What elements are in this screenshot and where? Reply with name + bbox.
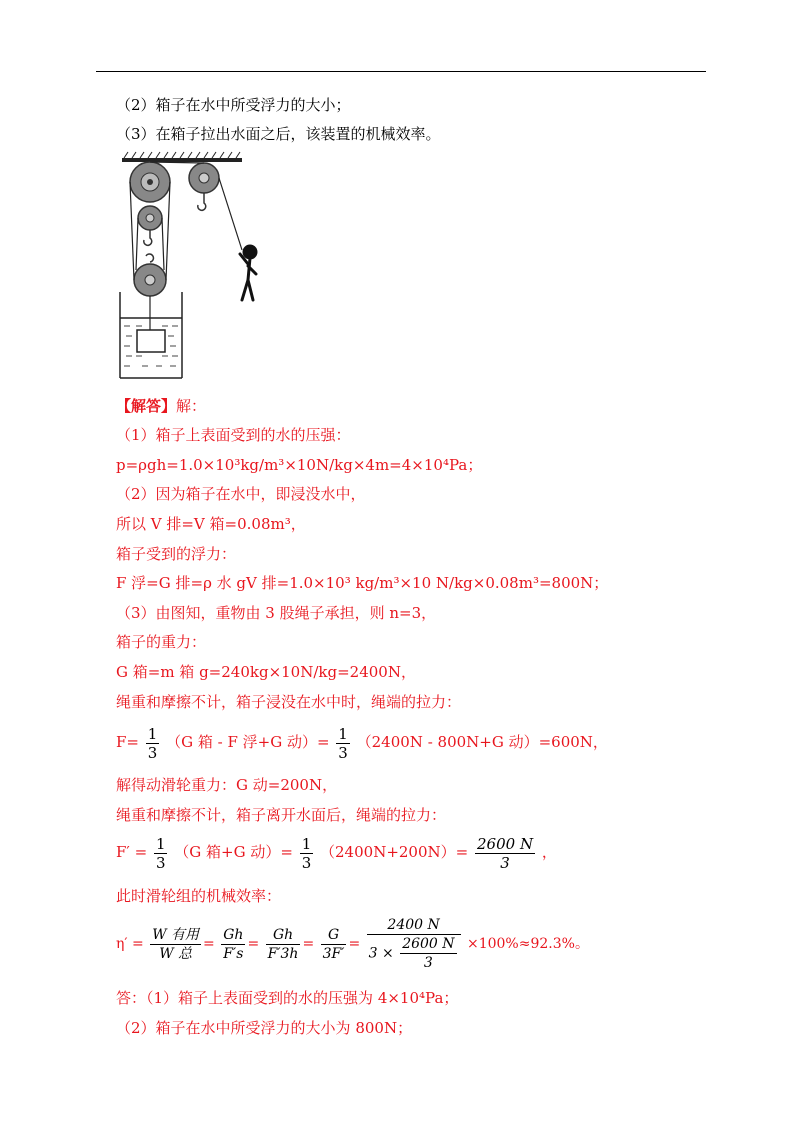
answer-line-6: F 浮=G 排=ρ 水 gV 排=1.0×10³ kg/m³×10 N/kg×0.08m³=800N； [116, 574, 609, 592]
answer-label: 【解答】 [116, 397, 177, 415]
l16-n2: Gh [223, 926, 244, 943]
answer-line-12: 解得动滑轮重力：G 动=200N， [116, 776, 338, 794]
l14-left: F′ = [116, 843, 148, 861]
l11-frac-1 [146, 725, 160, 762]
answer-line-13: 绳重和摩擦不计，箱子离开水面后，绳端的拉力： [116, 806, 447, 824]
answer-line-9: G 箱=m 箱 g=240kg×10N/kg=2400N， [116, 663, 416, 681]
answer-line-8: 箱子的重力： [116, 633, 207, 651]
l14-frac-2 [300, 835, 314, 872]
answer-line-7: （3）由图知，重物由 3 股绳子承担，则 n=3， [116, 604, 437, 622]
l14-mid2: （2400N+200N）= [320, 843, 469, 861]
header-rule [96, 71, 706, 72]
l14-n2: 1 [301, 834, 312, 853]
l14-right: ， [541, 843, 557, 861]
l16-right: ×100%≈92.3%。 [466, 936, 589, 952]
question-2: （2）箱子在水中所受浮力的大小； [116, 96, 351, 114]
final-answer-2: （2）箱子在水中所受浮力的大小为 800N； [116, 1019, 413, 1037]
l11-mid: （G 箱 - F 浮+G 动）= [166, 733, 330, 751]
l16-d5 [367, 935, 461, 972]
l14-d1: 3 [155, 853, 166, 872]
l11-n2: 1 [338, 724, 348, 743]
answer-line-16: η′ = $\frac{\text{W 有用}}{\text{W 总}}$ = $\frac{Gh}{F's}$ = $\frac{Gh}{F'3h}$ = $\frac{G}{3F'}$ = 2400 N 3 × $\frac{2600 N}{3}$ ×100%≈92.3%。 [116, 917, 589, 971]
l14-n3: 2600 N [477, 834, 534, 853]
l16-d5d: 3 [423, 955, 433, 971]
answer-header [116, 396, 206, 416]
l16-frac-3 [266, 926, 301, 963]
pulley-diagram [112, 150, 282, 385]
l16-d5n: 2600 N [402, 936, 455, 952]
l16-frac-5 [367, 916, 461, 972]
l14-frac-1 [154, 835, 168, 872]
l14-mid: （G 箱+G 动）= [174, 843, 293, 861]
l11-frac-2 [336, 725, 350, 762]
answer-label-suffix: 解： [176, 397, 207, 415]
l16-d4: 3F′ [322, 945, 345, 962]
l14-n1: 1 [155, 834, 166, 853]
answer-line-15: 此时滑轮组的机械效率： [116, 887, 282, 905]
l16-n4: G [321, 926, 347, 945]
l14-frac-3 [475, 835, 535, 872]
l11-n1: 1 [147, 724, 158, 743]
answer-line-3: （2）因为箱子在水中，即浸没水中， [116, 485, 366, 503]
answer-line-5: 箱子受到的浮力： [116, 545, 237, 563]
l11-d1: 3 [147, 743, 158, 762]
l11-right: （2400N - 800N+G 动）=600N， [356, 733, 608, 751]
l16-frac-1 [150, 926, 201, 963]
answer-line-4: 所以 V 排=V 箱=0.08m³， [116, 515, 306, 533]
l16-left: η′ = [116, 936, 144, 952]
l16-d1: W 总 [159, 945, 193, 962]
answer-line-1: （1）箱子上表面受到的水的压强： [116, 426, 351, 444]
l16-n5: 2400 N [367, 916, 461, 935]
question-3: （3）在箱子拉出水面之后，该装置的机械效率。 [116, 125, 441, 143]
answer-line-11 [116, 722, 608, 762]
l14-d3: 3 [500, 853, 510, 872]
l11-d2: 3 [338, 743, 348, 762]
l16-n3: Gh [266, 926, 301, 945]
answer-line-14 [116, 832, 557, 872]
l16-frac-2 [221, 926, 245, 963]
l16-d2: F′s [223, 945, 244, 962]
l16-n1: W 有用 [152, 926, 200, 943]
answer-line-10: 绳重和摩擦不计，箱子浸没在水中时，绳端的拉力： [116, 693, 462, 711]
answer-line-2: p=ρgh=1.0×10³kg/m³×10N/kg×4m=4×10⁴Pa； [116, 456, 483, 474]
l16-d5-frac [400, 935, 456, 972]
l16-d3: F′3h [267, 945, 299, 962]
final-answer-1: 答：（1）箱子上表面受到的水的压强为 4×10⁴Pa； [116, 989, 459, 1007]
l16-d5a: 3 × [368, 945, 394, 962]
l11-left: F= [116, 733, 139, 751]
l14-d2: 3 [301, 853, 312, 872]
l16-frac-4 [321, 926, 347, 963]
